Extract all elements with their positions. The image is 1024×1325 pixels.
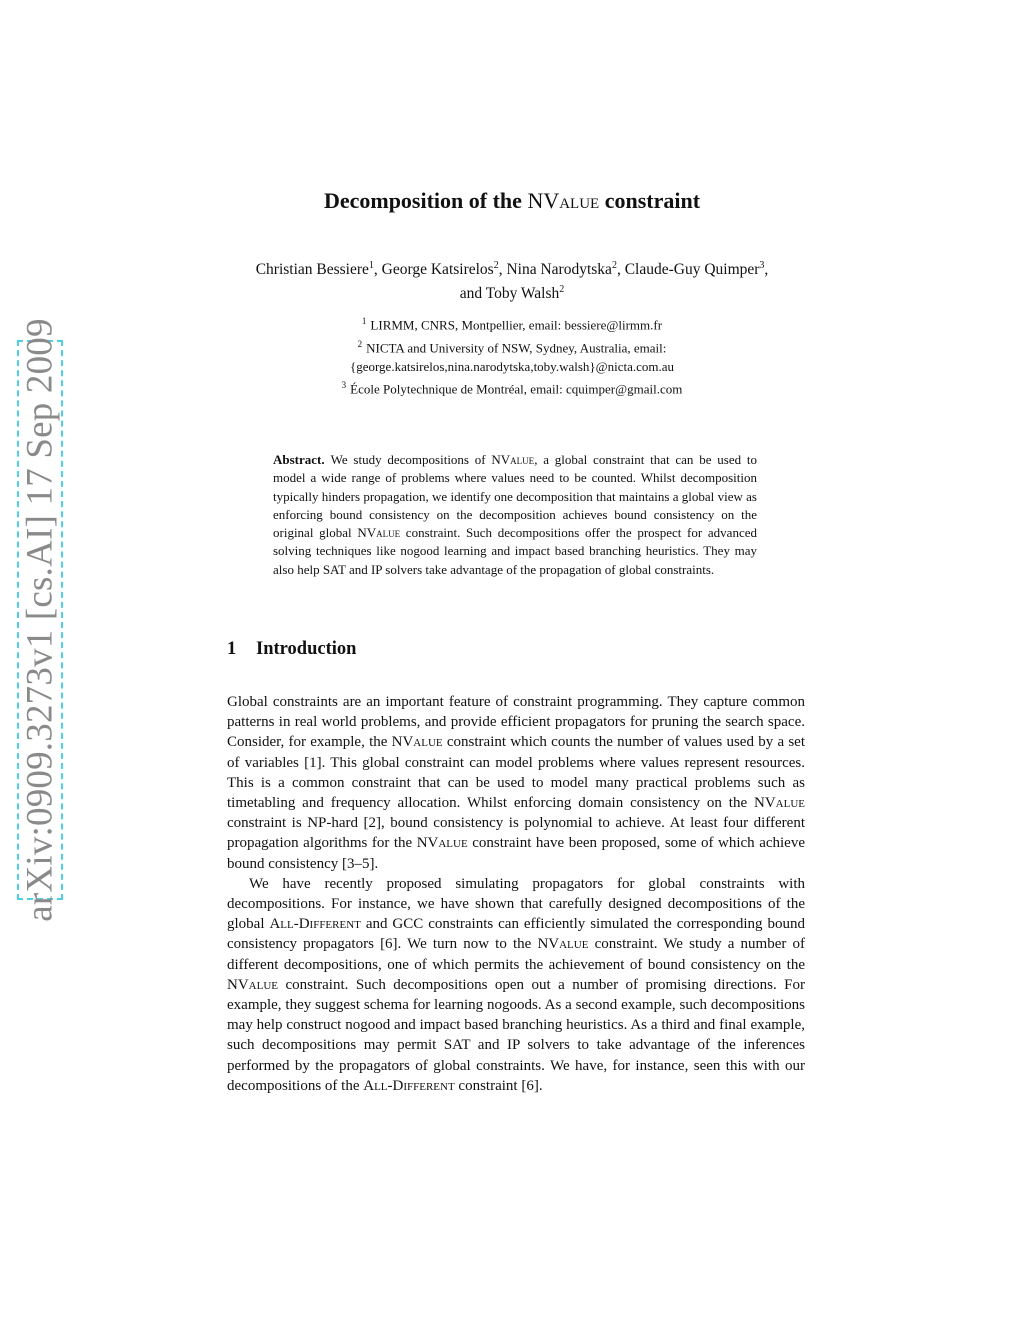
paragraph: Global constraints are an important feature of constraint programming. They capture common patterns in real world problems, and provide efficient propagators for pruning the search space. Consider, for example, the NValue constraint which counts the number of values used by a set of variables [1]. This global constraint can model problems where values represent resources. This is a common constraint that can be used to model many practical problems such as timetabling and frequency allocation. Whilst enforcing domain consistency on the NValue constraint is NP-hard [2], bound consistency is polynomial to achieve. At least four different propagation algorithms for the NValue constraint have been proposed, some of which achieve bound consistency [3–5].: [227, 694, 806, 872]
section-body: [227, 692, 805, 1096]
author-name: George Katsirelos: [381, 261, 494, 279]
arxiv-stamp[interactable]: arXiv:0909.3273v1 [cs.AI] 17 Sep 2009: [19, 318, 61, 922]
affiliation-2: $^2$ NICTA and University of NSW, Sydney, Australia, email:: [357, 338, 667, 356]
title-prefix: Decomposition of the: [323, 188, 528, 213]
affiliation-2-emails: {george.katsirelos,nina.narodytska,toby.walsh}@nicta.com.au: [349, 358, 675, 374]
affiliation-3: $^3$ École Polytechnique de Montréal, email: cquimper@gmail.com: [341, 380, 683, 397]
abstract-label: Abstract.: [273, 452, 325, 467]
abstract: Abstract. We study decompositions of NValue, a global constraint that can be used to model a wide range of problems where values need to be counted. Whilst decomposition typically hinders propagation, we identify one decomposition that maintains a global view as enforcing bound consistency on the decomposition achieves bound consistency on the original global NValue constraint. Such decompositions offer the prospect for advanced solving techniques like nogood learning and impact based branching heuristics. They may also help SAT and IP solvers take advantage of the propagation of global constraints.: [273, 452, 758, 577]
author-name: Nina Narodytska: [506, 261, 612, 279]
author-name: Claude-Guy Quimper: [624, 261, 760, 279]
section-number: 1: [227, 639, 237, 659]
affiliation-1: $^1$ LIRMM, CNRS, Montpellier, email: bessiere@lirmm.fr: [361, 316, 663, 333]
section-heading: [227, 639, 356, 660]
author-name: Christian Bessiere: [255, 261, 369, 279]
author-name: Toby Walsh: [485, 285, 560, 303]
paper-title: [0, 188, 1024, 214]
title-suffix: constraint: [599, 188, 701, 213]
author-and: and: [459, 285, 486, 303]
section-title: Introduction: [256, 639, 357, 659]
author-list: Christian Bessiere$^1$, George Katsirelos$^2$, Nina Narodytska$^2$, Claude-Guy Quimper$^3$, and Toby Walsh$^2$: [255, 260, 769, 303]
paragraph: We have recently proposed simulating propagators for global constraints with decompositions. For instance, we have shown that carefully designed decompositions of the global All-Different and GCC constraints can efficiently simulated the corresponding bound consistency propagators [6]. We turn now to the NValue constraint. We study a number of different decompositions, one of which permits the achievement of bound consistency on the NValue constraint. Such decompositions open out a number of promising directions. For example, they suggest schema for learning nogoods. As a second example, such decompositions may help construct nogood and impact based branching heuristics. As a third and final example, such decompositions may permit SAT and IP solvers to take advantage of the inferences performed by the propagators of global constraints. We have, for instance, seen this with our decompositions of the All-Different constraint [6].: [227, 875, 805, 1094]
affiliation-list: [0, 312, 1024, 399]
title-nvalue: NValue: [527, 188, 600, 213]
